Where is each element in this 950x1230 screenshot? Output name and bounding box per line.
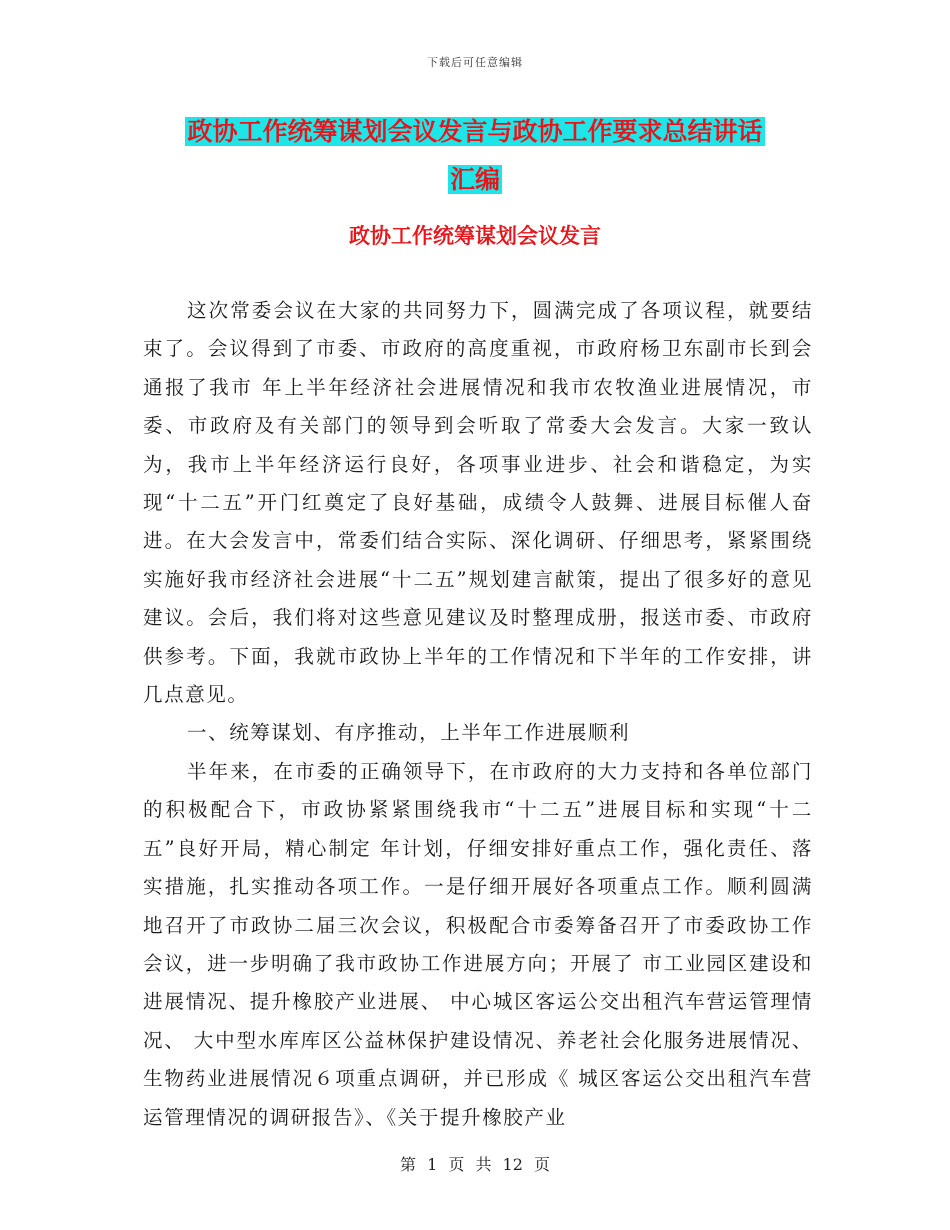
section-title: 政协工作统筹谋划会议发言: [349, 224, 601, 248]
page-number: 第 1 页 共 12 页: [400, 1155, 550, 1174]
paragraph-intro: 这次常委会议在大家的共同努力下，圆满完成了各项议程，就要结束了。会议得到了市委、市政府的高度重视，市政府杨卫东副市长到会通报了我市 年上半年经济社会进展情况和我市农牧渔业进展情况，市委、市政府及有关部门的领导到会听取了常委大会发言。大家一致认为，我市上半年经济运行良好，各项事业进步、社会和谐稳定，为实现“十二五”开门红奠定了良好基础，成绩令人鼓舞、进展目标催人奋进。在大会发言中，常委们结合实际、深化调研、仔细思考，紧紧围绕实施好我市经济社会进展“十二五”规划建言献策，提出了很多好的意见建议。会后，我们将对这些意见建议及时整理成册，报送市委、市政府供参考。下面，我就市政协上半年的工作情况和下半年的工作安排，讲几点意见。: [143, 299, 813, 707]
paragraph-half-year-work: 半年来，在市委的正确领导下，在市政府的大力支持和各单位部门的积极配合下，市政协紧紧围绕我市“十二五”进展目标和实现“十二五”良好开局，精心制定 年计划，仔细安排好重点工作，强化责任、落实措施，扎实推动各项工作。一是仔细开展好各项重点工作。顺利圆满地召开了市政协二届三次会议，积极配合市委筹备召开了市委政协工作会议，进一步明确了我市政协工作进展方向；开展了 市工业园区建设和进展情况、提升橡胶产业进展、 中心城区客运公交出租汽车营运管理情况、 大中型水库库区公益林保护建设情况、养老社会化服务进展情况、生物药业进展情况６项重点调研，并已形成《 城区客运公交出租汽车营运管理情况的调研报告》、《关于提升橡胶产业: [143, 759, 813, 1129]
document-title-line-1: 政协工作统筹谋划会议发言与政协工作要求总结讲话: [187, 117, 763, 146]
paragraph-heading-one: 一、统筹谋划、有序推动，上半年工作进展顺利: [187, 721, 631, 745]
body-text: [143, 292, 813, 1137]
header-note: 下载后可任意编辑: [427, 56, 523, 69]
document-title-line-2: 汇编: [449, 165, 500, 194]
document-title: [0, 108, 950, 204]
